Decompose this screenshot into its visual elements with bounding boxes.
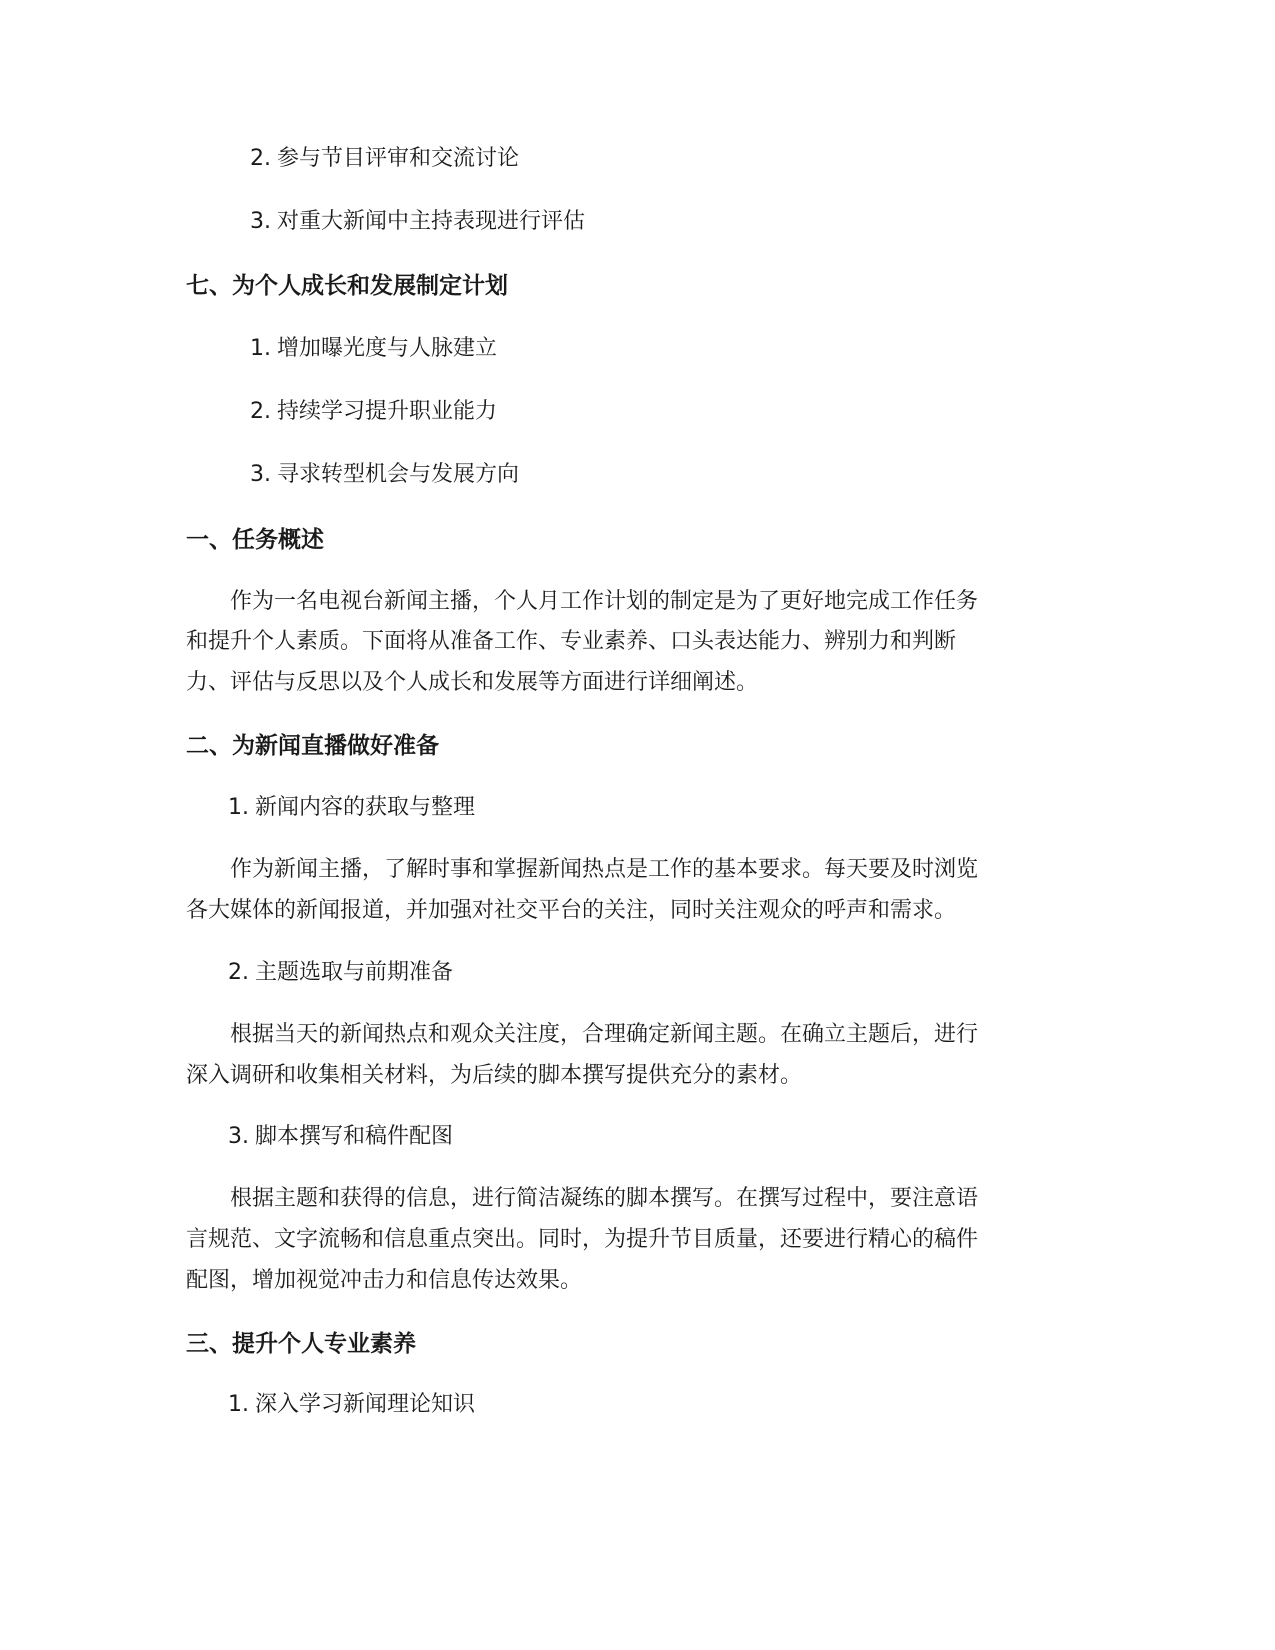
list-item-text: 参与节目评审和交流讨论 (277, 146, 520, 171)
subsection-text: 脚本撰写和稿件配图 (255, 1124, 454, 1149)
subsection-title (228, 794, 475, 822)
section-heading: 二、为新闻直播做好准备 (186, 733, 439, 759)
section-heading: 七、为个人成长和发展制定计划 (186, 273, 508, 299)
subsection-number: 1. (228, 795, 249, 820)
list-item-number: 3. (250, 209, 271, 234)
list-item-number: 2. (250, 146, 271, 171)
paragraph-line: 作为新闻主播，了解时事和掌握新闻热点是工作的基本要求。每天要及时浏览 (230, 857, 979, 882)
paragraph-line: 作为一名电视台新闻主播，个人月工作计划的制定是为了更好地完成工作任务 (230, 589, 979, 614)
section-heading: 一、任务概述 (186, 527, 324, 553)
list-item-text: 增加曝光度与人脉建立 (277, 336, 498, 361)
subsection-text: 深入学习新闻理论知识 (255, 1392, 476, 1417)
list-item-number: 2. (250, 399, 271, 424)
paragraph-line: 配图，增加视觉冲击力和信息传达效果。 (186, 1268, 583, 1293)
subsection-text: 新闻内容的获取与整理 (255, 795, 476, 820)
subsection-number: 3. (228, 1124, 249, 1149)
paragraph-line: 言规范、文字流畅和信息重点突出。同时，为提升节目质量，还要进行精心的稿件 (186, 1227, 979, 1252)
subsection-number: 2. (228, 960, 249, 985)
list-item (250, 461, 519, 489)
list-item-number: 1. (250, 336, 271, 361)
paragraph-line: 根据当天的新闻热点和观众关注度，合理确定新闻主题。在确立主题后，进行 (230, 1022, 979, 1047)
list-item (250, 145, 519, 173)
list-item (250, 335, 497, 363)
list-item-text: 对重大新闻中主持表现进行评估 (277, 209, 586, 234)
subsection-number: 1. (228, 1392, 249, 1417)
paragraph-line: 根据主题和获得的信息，进行简洁凝练的脚本撰写。在撰写过程中，要注意语 (230, 1186, 979, 1211)
section-heading: 三、提升个人专业素养 (186, 1331, 416, 1357)
paragraph-line: 深入调研和收集相关材料，为后续的脚本撰写提供充分的素材。 (186, 1063, 803, 1088)
subsection-title (228, 959, 453, 987)
list-item-number: 3. (250, 462, 271, 487)
list-item-text: 寻求转型机会与发展方向 (277, 462, 520, 487)
paragraph-line: 和提升个人素质。下面将从准备工作、专业素养、口头表达能力、辨别力和判断 (186, 629, 957, 654)
subsection-text: 主题选取与前期准备 (255, 960, 454, 985)
list-item (250, 398, 497, 426)
list-item (250, 208, 585, 236)
list-item-text: 持续学习提升职业能力 (277, 399, 498, 424)
paragraph-line: 各大媒体的新闻报道，并加强对社交平台的关注，同时关注观众的呼声和需求。 (186, 898, 957, 923)
paragraph-line: 力、评估与反思以及个人成长和发展等方面进行详细阐述。 (186, 670, 759, 695)
subsection-title (228, 1123, 453, 1151)
subsection-title (228, 1391, 475, 1419)
